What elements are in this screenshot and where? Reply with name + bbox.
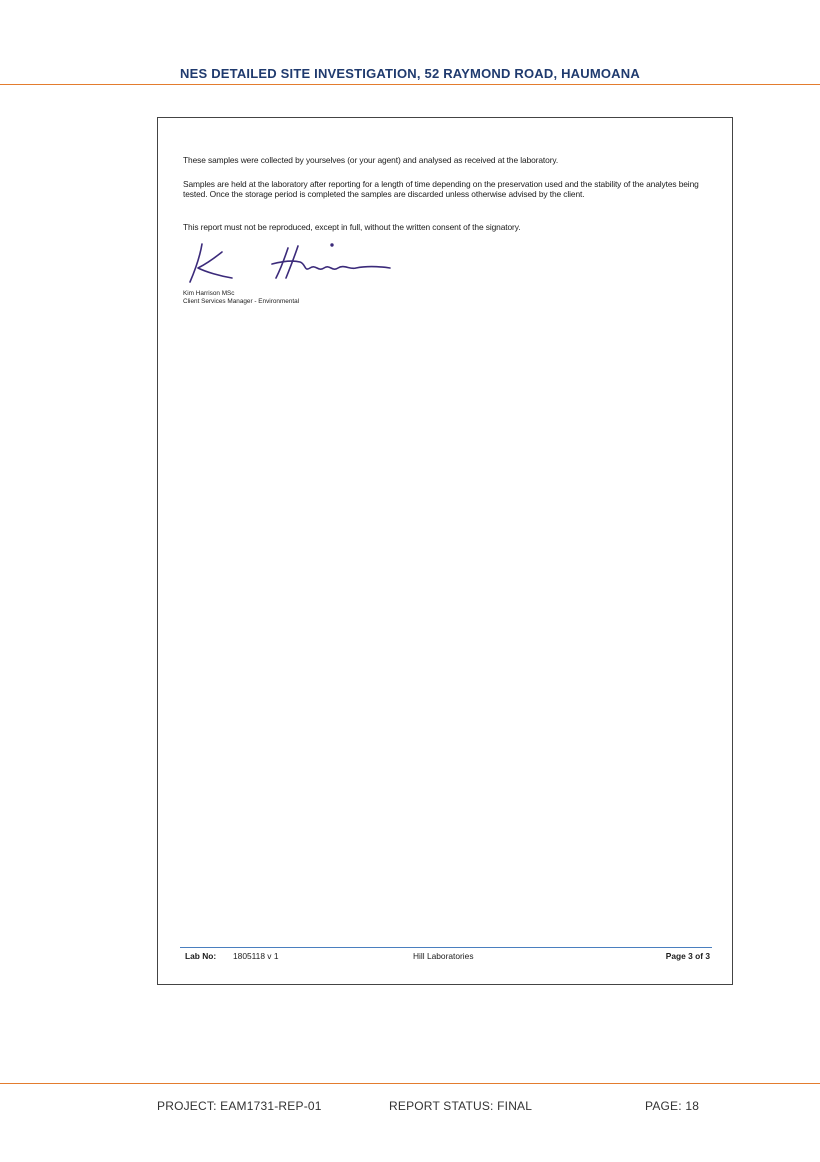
embedded-lab-report-page [157,117,733,985]
footer-divider [0,1083,820,1084]
signatory-name: Kim Harrison MSc [183,290,235,297]
signatory-role: Client Services Manager - Environmental [183,298,300,305]
lab-page-number: Page 3 of 3 [665,951,710,961]
lab-number-value: 1805118 v 1 [233,951,279,961]
footer-report-status: REPORT STATUS: FINAL [389,1099,533,1113]
footer-page-number: PAGE: 18 [645,1099,700,1113]
header-divider [0,84,820,85]
footer-project: PROJECT: EAM1731-REP-01 [157,1099,322,1113]
report-note-storage: Samples are held at the laboratory after reporting for a length of time depending on the preservation used and the stability of the analytes being tested. Once the storage period is completed the samples are discarded unless otherwise advised by the client. [183,179,699,199]
lab-footer-divider [180,947,712,948]
signature-image [180,238,420,288]
lab-name: Hill Laboratories [413,951,474,961]
page-header-title: NES DETAILED SITE INVESTIGATION, 52 RAYMOND ROAD, HAUMOANA [180,66,640,81]
report-note-reproduction: This report must not be reproduced, except in full, without the written consent of the signatory. [183,222,521,232]
report-note-collection: These samples were collected by yourselves (or your agent) and analysed as received at the laboratory. [183,155,559,165]
lab-number-label: Lab No: [185,951,217,961]
